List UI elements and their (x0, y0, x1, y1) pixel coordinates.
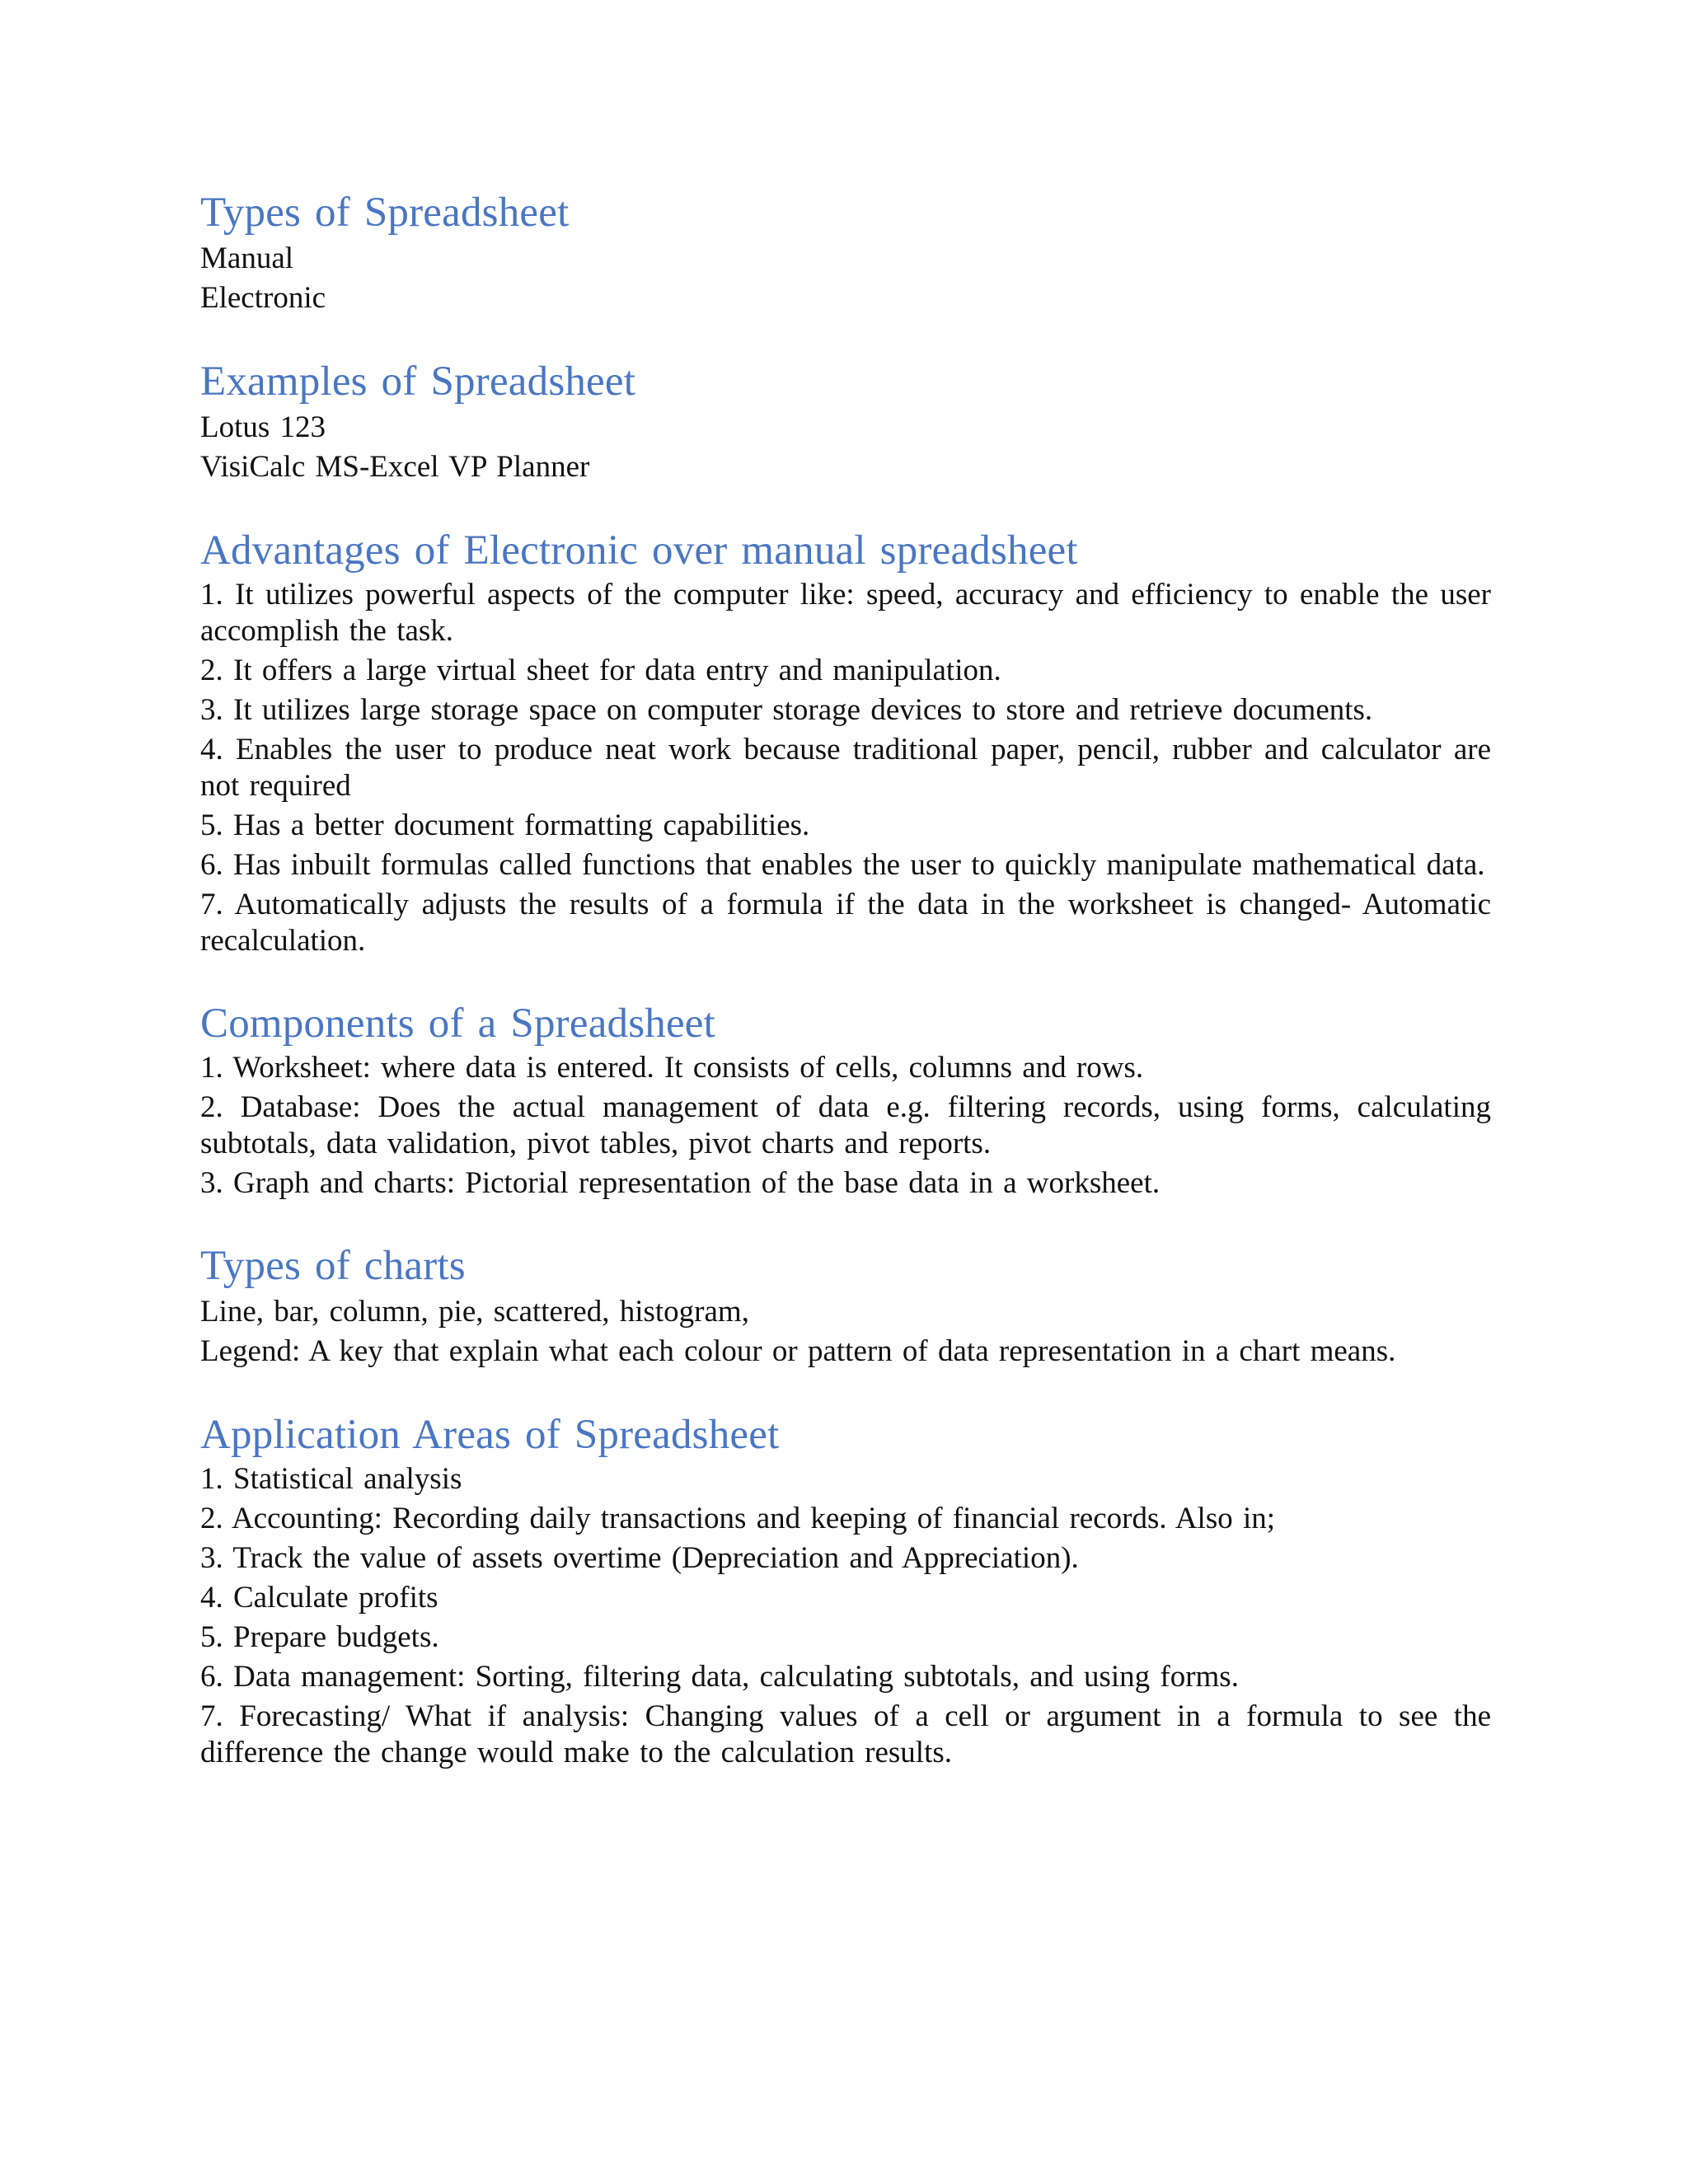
list-item: 3. It utilizes large storage space on computer storage devices to store and retrieve documents. (200, 693, 1373, 727)
section-heading: Types of charts (200, 1243, 466, 1289)
section-types-of-charts (200, 1241, 1491, 1371)
list-item: 4. Calculate profits (200, 1581, 438, 1615)
list-item: 1. It utilizes powerful aspects of the computer like: speed, accuracy and efficiency to enable the user accomplish the task. (200, 578, 1491, 648)
list-item: 2. Database: Does the actual management of data e.g. filtering records, using forms, calculating subtotals, data validation, pivot tables, pivot charts and reports. (200, 1090, 1491, 1160)
list-item: Manual (200, 241, 294, 275)
list-item: 7. Forecasting/ What if analysis: Changing values of a cell or argument in a formula to see the difference the change would make to the calculation results. (200, 1699, 1491, 1769)
list-item: 2. Accounting: Recording daily transactions and keeping of financial records. Also in; (200, 1502, 1276, 1535)
section-types-of-spreadsheet (200, 188, 1491, 317)
list-item: 1. Worksheet: where data is entered. It consists of cells, columns and rows. (200, 1051, 1144, 1085)
section-heading: Application Areas of Spreadsheet (200, 1412, 780, 1458)
section-components (200, 999, 1491, 1202)
list-item: VisiCalc MS-Excel VP Planner (200, 449, 590, 484)
section-application-areas (200, 1410, 1491, 1771)
list-item: 5. Prepare budgets. (200, 1620, 439, 1654)
list-item: Line, bar, column, pie, scattered, histogram, (200, 1295, 749, 1329)
list-item: 4. Enables the user to produce neat work because traditional paper, pencil, rubber and calculator are not required (200, 733, 1491, 803)
list-item: Lotus 123 (200, 410, 326, 444)
list-item: Electronic (200, 280, 326, 315)
section-examples-of-spreadsheet (200, 357, 1491, 486)
section-advantages (200, 526, 1491, 959)
list-item: 2. It offers a large virtual sheet for data entry and manipulation. (200, 654, 1001, 687)
list-item: 3. Graph and charts: Pictorial representation of the base data in a worksheet. (200, 1166, 1160, 1200)
list-item: 5. Has a better document formatting capabilities. (200, 808, 810, 842)
list-item: 6. Data management: Sorting, filtering data, calculating subtotals, and using forms. (200, 1660, 1239, 1694)
list-item: 6. Has inbuilt formulas called functions that enables the user to quickly manipulate mathematical data. (200, 848, 1485, 882)
list-item: 3. Track the value of assets overtime (Depreciation and Appreciation). (200, 1541, 1079, 1575)
section-heading: Examples of Spreadsheet (200, 359, 636, 405)
list-item: Legend: A key that explain what each colour or pattern of data representation in a chart means. (200, 1333, 1396, 1368)
section-heading: Types of Spreadsheet (200, 190, 570, 236)
section-heading: Advantages of Electronic over manual spreadsheet (200, 527, 1078, 574)
list-item: 1. Statistical analysis (200, 1462, 462, 1496)
section-heading: Components of a Spreadsheet (200, 1001, 716, 1047)
list-item: 7. Automatically adjusts the results of a formula if the data in the worksheet is changed- Automatic recalculation. (200, 888, 1491, 958)
document-content (200, 188, 1491, 1811)
